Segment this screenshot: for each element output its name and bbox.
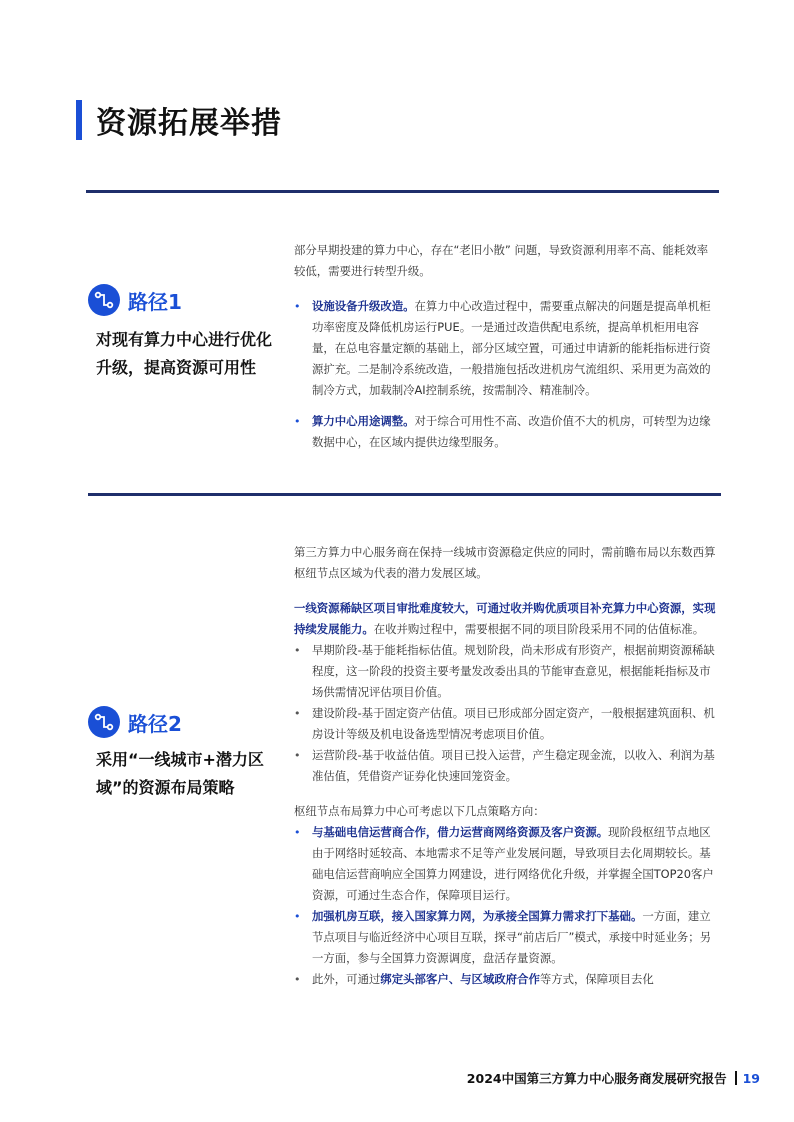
route-icon [88, 706, 120, 738]
bullet-text: 等方式，保障项目去化 [539, 972, 654, 986]
bullet-icon: • [294, 749, 301, 762]
path2-acquisition-paragraph [294, 598, 716, 640]
report-title: 2024中国第三方算力中心服务商发展研究报告 [466, 1071, 727, 1086]
path2-description: 采用“一线城市+潜力区域”的资源布局策略 [96, 750, 264, 797]
path1-label: 路径1 [128, 289, 182, 314]
list-item [294, 969, 716, 990]
bullet-prefix: 此外，可通过 [312, 972, 381, 986]
route-icon [88, 284, 120, 316]
list-item [294, 703, 716, 745]
bullet-bold: 与基础电信运营商合作，借力运营商网络资源及客户资源。 [312, 825, 609, 839]
path2-body [294, 542, 716, 990]
stage-bullet-text: 运营阶段-基于收益估值。项目已投入运营，产生稳定现金流，以收入、利润为基准估值，凭借资产证券化快速回笼资金。 [312, 748, 715, 783]
path1-heading [88, 284, 182, 316]
list-item [294, 411, 714, 453]
page-number: 19 [742, 1070, 760, 1086]
bullet-bold: 算力中心用途调整。 [312, 414, 415, 428]
bullet-text: 对于综合可用性不高、改造价值不大的机房，可转型为边缘数据中心，在区域内提供边缘型服务。 [312, 414, 711, 449]
path1-body [294, 240, 714, 453]
page-footer [467, 1069, 760, 1087]
path1-description: 对现有算力中心进行优化升级，提高资源可用性 [96, 330, 273, 377]
bullet-text: 一方面，建立节点项目与临近经济中心项目互联，探寻“前店后厂”模式，承接中时延业务；另一方面，参与全国算力资源调度，盘活存量资源。 [312, 909, 712, 965]
list-item [294, 906, 716, 969]
bullet-icon: • [294, 826, 301, 839]
bullet-icon: • [294, 644, 301, 657]
bullet-icon: • [294, 300, 301, 313]
path2-heading [88, 706, 182, 738]
section2-divider [88, 493, 721, 496]
list-item [294, 296, 714, 401]
list-item [294, 745, 716, 787]
acquisition-bold: 一线资源稀缺区项目审批难度较大，可通过收并购优质项目补充算力中心资源，实现持续发展能力。 [294, 601, 716, 636]
page-title: 资源拓展举措 [96, 106, 282, 141]
list-item [294, 640, 716, 703]
path1-intro: 部分早期投建的算力中心，存在“老旧小散” 问题，导致资源利用率不高、能耗效率较低，需要进行转型升级。 [294, 243, 709, 278]
path2-label: 路径2 [128, 711, 182, 736]
bullet-text: 现阶段枢纽节点地区由于网络时延较高、本地需求不足等产业发展问题，导致项目去化周期较长。基础电信运营商响应全国算力网建设，进行网络优化升级，并掌握全国TOP20客户资源，可通过生态合作，保障项目运行。 [312, 825, 714, 902]
stage-bullet-text: 建设阶段-基于固定资产估值。项目已形成部分固定资产，一般根据建筑面积、机房设计等级及机电设备选型情况考虑项目价值。 [312, 706, 715, 741]
title-accent-bar [76, 100, 82, 140]
footer-divider [735, 1071, 737, 1085]
strategy-intro: 枢纽节点布局算力中心可考虑以下几点策略方向： [294, 804, 545, 818]
acquisition-text: 在收并购过程中，需要根据不同的项目阶段采用不同的估值标准。 [373, 622, 705, 636]
bullet-bold: 绑定头部客户、与区域政府合作 [380, 972, 540, 986]
list-item [294, 822, 716, 906]
bullet-icon: • [294, 415, 301, 428]
bullet-icon: • [294, 707, 301, 720]
bullet-icon: • [294, 910, 301, 923]
bullet-bold: 加强机房互联，接入国家算力网，为承接全国算力需求打下基础。 [312, 909, 643, 923]
section1-divider [86, 190, 719, 193]
bullet-bold: 设施设备升级改造。 [312, 299, 415, 313]
path2-intro: 第三方算力中心服务商在保持一线城市资源稳定供应的同时，需前瞻布局以东数西算枢纽节点区域为代表的潜力发展区域。 [294, 545, 716, 580]
bullet-text: 在算力中心改造过程中，需要重点解决的问题是提高单机柜功率密度及降低机房运行PUE。一是通过改造供配电系统，提高单机柜用电容量，在总电容量定额的基础上，部分区域空置，可通过申请新的能耗指标进行资源扩充。二是制冷系统改造，一般措施包括改进机房气流组织、采用更为高效的制冷方式，加载制冷AI控制系统，按需制冷、精准制冷。 [312, 299, 711, 397]
bullet-icon: • [294, 973, 301, 986]
stage-bullet-text: 早期阶段-基于能耗指标估值。规划阶段，尚未形成有形资产，根据前期资源稀缺程度，这一阶段的投资主要考量发改委出具的节能审查意见，根据能耗指标及市场供需情况评估项目价值。 [312, 643, 715, 699]
